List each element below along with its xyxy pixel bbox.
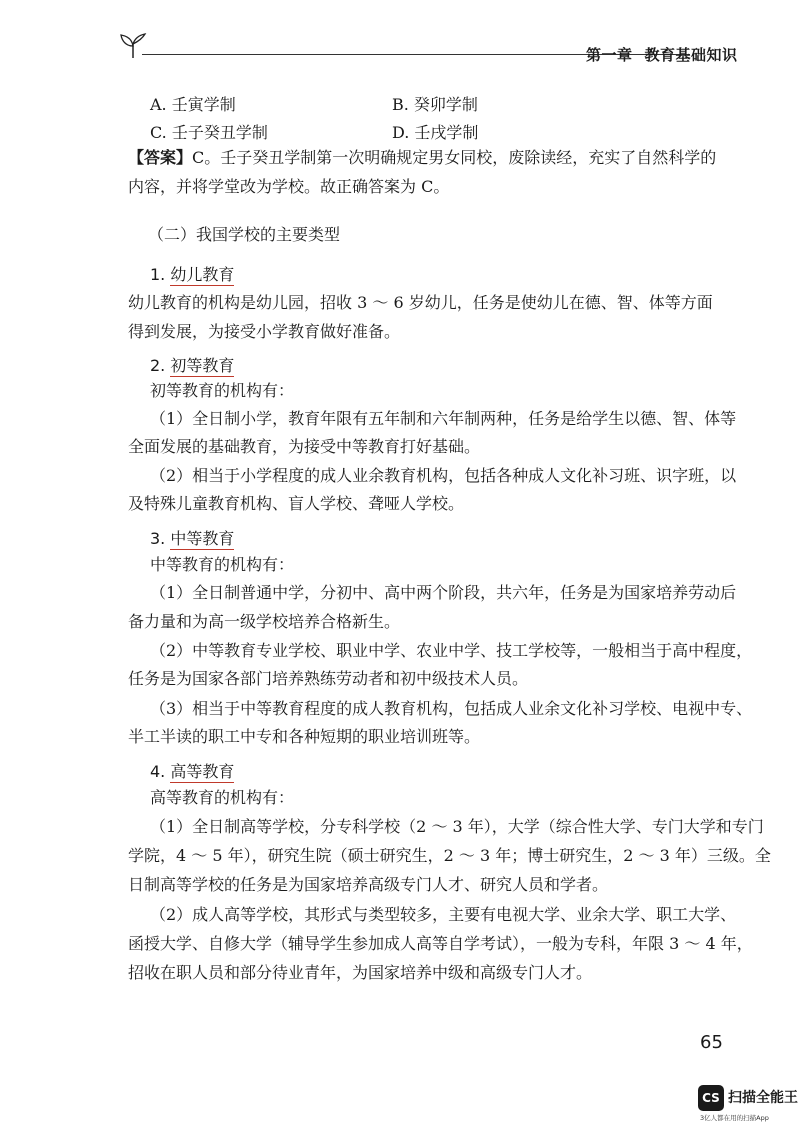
chapter-name: 教育基础知识	[644, 46, 738, 64]
scanner-app-name: 扫描全能王	[728, 1090, 798, 1106]
answer-line-2: 内容，并将学堂改为学校。故正确答案为 C。	[128, 177, 450, 196]
subsection-higher-heading	[150, 759, 234, 782]
subsection-number: 1.	[150, 265, 166, 284]
higher-p1-line-1: （1）全日制高等学校，分专科学校（2 ～ 3 年），大学（综合性大学、专门大学和专门	[150, 817, 764, 836]
preschool-line-2: 得到发展，为接受小学教育做好准备。	[128, 322, 401, 341]
subsection-title: 初等教育	[170, 356, 235, 375]
option-a: A. 壬寅学制	[150, 95, 236, 114]
secondary-p2-line-1: （2）中等教育专业学校、职业中学、农业中学、技工学校等，一般相当于高中程度，	[150, 641, 753, 660]
camscanner-logo-icon: CS	[698, 1085, 724, 1111]
subsection-preschool-heading	[150, 262, 234, 285]
sprout-icon	[118, 30, 148, 60]
answer-tag: 【答案】	[128, 148, 193, 167]
higher-p2-line-2: 函授大学、自修大学（辅导学生参加成人高等自学考试），一般为专科，年限 3 ～ 4 年，	[128, 934, 753, 953]
secondary-p1-line-2: 备力量和为高一级学校培养合格新生。	[128, 612, 401, 631]
subsection-title: 中等教育	[170, 529, 235, 548]
page-number: 65	[700, 1032, 723, 1053]
answer-text: C。壬子癸丑学制第一次明确规定男女同校，废除读经，充实了自然科学的	[192, 148, 717, 167]
preschool-line-1: 幼儿教育的机构是幼儿园，招收 3 ～ 6 岁幼儿，任务是使幼儿在德、智、体等方面	[128, 293, 713, 312]
primary-p2-line-1: （2）相当于小学程度的成人业余教育机构，包括各种成人文化补习班、识字班，以	[150, 466, 737, 485]
option-b: B. 癸卯学制	[392, 95, 478, 114]
chapter-number: 第一章	[586, 46, 633, 64]
higher-p2-line-3: 招收在职人员和部分待业青年，为国家培养中级和高级专门人才。	[128, 963, 593, 982]
primary-p1-line-2: 全面发展的基础教育，为接受中等教育打好基础。	[128, 437, 481, 456]
answer-line-1	[128, 148, 716, 168]
page-header	[118, 30, 740, 70]
subsection-title: 高等教育	[170, 762, 235, 781]
higher-p1-line-2: 学院，4 ～ 5 年），研究生院（硕士研究生，2 ～ 3 年；博士研究生，2 ～ 3 年）三级。全	[128, 846, 771, 865]
subsection-secondary-heading	[150, 526, 234, 549]
scanner-watermark	[698, 1085, 798, 1125]
subsection-primary-heading	[150, 353, 234, 376]
subsection-title: 幼儿教育	[170, 265, 235, 284]
higher-p2-line-1: （2）成人高等学校，其形式与类型较多，主要有电视大学、业余大学、职工大学、	[150, 905, 737, 924]
secondary-p3-line-2: 半工半读的职工中专和各种短期的职业培训班等。	[128, 727, 481, 746]
primary-p1-line-1: （1）全日制小学，教育年限有五年制和六年制两种，任务是给学生以德、智、体等	[150, 409, 737, 428]
subsection-number: 4.	[150, 762, 166, 781]
option-c: C. 壬子癸丑学制	[150, 123, 268, 142]
subsection-number: 3.	[150, 529, 166, 548]
subsection-number: 2.	[150, 356, 166, 375]
primary-intro: 初等教育的机构有：	[150, 381, 295, 400]
secondary-p2-line-2: 任务是为国家各部门培养熟练劳动者和初中级技术人员。	[128, 669, 529, 688]
higher-p1-line-3: 日制高等学校的任务是为国家培养高级专门人才、研究人员和学者。	[128, 875, 609, 894]
higher-intro: 高等教育的机构有：	[150, 788, 295, 807]
option-d: D. 壬戌学制	[392, 123, 479, 142]
chapter-title	[586, 44, 738, 65]
primary-p2-line-2: 及特殊儿童教育机构、盲人学校、聋哑人学校。	[128, 494, 465, 513]
section-title: （二）我国学校的主要类型	[148, 225, 341, 244]
secondary-p1-line-1: （1）全日制普通中学，分初中、高中两个阶段，共六年，任务是为国家培养劳动后	[150, 583, 737, 602]
secondary-p3-line-1: （3）相当于中等教育程度的成人教育机构，包括成人业余文化补习学校、电视中专、	[150, 699, 753, 718]
secondary-intro: 中等教育的机构有：	[150, 555, 295, 574]
scanner-tagline: 3亿人都在用的扫描App	[700, 1114, 769, 1122]
